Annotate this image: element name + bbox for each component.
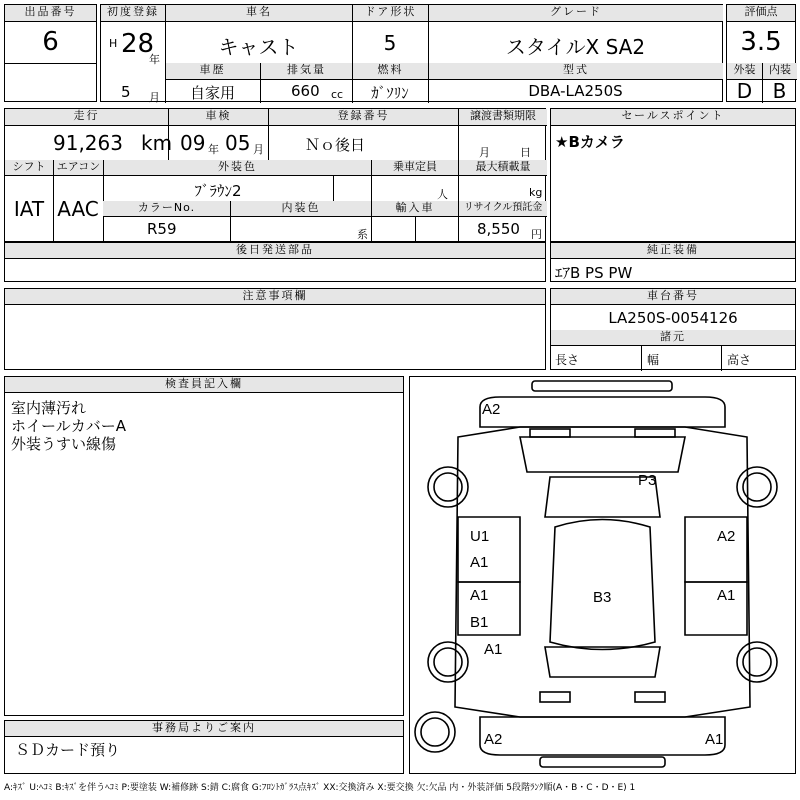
reg-month: 5 bbox=[121, 83, 131, 101]
dmg-hood: P3 bbox=[638, 472, 657, 489]
car-name-label: 車名 bbox=[165, 5, 352, 22]
doors: 5 bbox=[383, 31, 397, 55]
legend: A:ｷｽﾞ U:ﾍｺﾐ B:ｷｽﾞを伴うﾍｺﾐ P:要塗装 W:補修跡 S:錆 C:腐食 G:ﾌﾛﾝﾄｶﾞﾗｽ点ｷｽﾞ XX:交換済み X:要交換 欠:欠品 内・外装評価 5段階ﾗﾝｸ順(A・B・C・D・E) 1 bbox=[4, 783, 636, 793]
dmg-rear-right: A1 bbox=[705, 731, 724, 748]
year-unit: 年 bbox=[149, 53, 160, 66]
insp-month-unit: 月 bbox=[253, 143, 264, 156]
score-label: 評価点 bbox=[727, 5, 795, 22]
notes-label: 注意事項欄 bbox=[5, 289, 545, 305]
office-box bbox=[4, 720, 404, 774]
height-label: 高さ bbox=[727, 353, 752, 367]
history: 自家用 bbox=[189, 84, 235, 102]
genuine-label: 純正装備 bbox=[551, 243, 795, 259]
km-unit: km bbox=[141, 131, 173, 155]
chassis-box bbox=[550, 288, 796, 370]
grade-label: グレード bbox=[428, 5, 723, 22]
month-unit: 月 bbox=[149, 91, 160, 104]
car-diagram bbox=[410, 377, 795, 773]
recycle-label: リサイクル預託金 bbox=[458, 201, 547, 217]
chassis-label: 車台番号 bbox=[551, 289, 795, 305]
dimensions-label: 諸元 bbox=[551, 330, 795, 346]
dmg-left-1: A1 bbox=[470, 587, 489, 604]
inspector-note-2: ホイールカバーA bbox=[11, 417, 126, 435]
car-diagram-box bbox=[409, 376, 796, 774]
dmg-roof: B3 bbox=[593, 589, 612, 606]
detail-box bbox=[4, 108, 546, 242]
inspector-label: 検査員記入欄 bbox=[5, 377, 403, 393]
genuine-box bbox=[550, 242, 796, 282]
import-label: 輸入車 bbox=[371, 201, 458, 217]
shift-label: シフト bbox=[5, 160, 53, 176]
dmg-front-right: A2 bbox=[717, 528, 736, 545]
dmg-front: A2 bbox=[482, 401, 501, 418]
aircon-label: エアコン bbox=[53, 160, 103, 176]
model: DBA-LA250S bbox=[528, 82, 623, 100]
model-label: 型式 bbox=[428, 63, 723, 80]
dmg-rear-left: A2 bbox=[484, 731, 503, 748]
transfer-day-unit: 日 bbox=[520, 146, 531, 159]
inspection-label: 車検 bbox=[168, 109, 268, 126]
fuel: ｶﾞｿﾘﾝ bbox=[371, 84, 409, 102]
dmg-front-left-2: A1 bbox=[470, 554, 489, 571]
kg-unit: kg bbox=[529, 186, 543, 199]
inspector-note-3: 外装うすい線傷 bbox=[11, 435, 117, 453]
displacement-label: 排気量 bbox=[260, 63, 352, 80]
insp-year-unit: 年 bbox=[208, 143, 219, 156]
dmg-left-2: B1 bbox=[470, 614, 489, 631]
shift: IAT bbox=[13, 197, 45, 221]
reg-no: Ｎｏ後日 bbox=[305, 136, 366, 154]
door-label: ドア形状 bbox=[352, 5, 428, 22]
lot-box bbox=[4, 4, 97, 102]
mileage-label: 走行 bbox=[5, 109, 168, 126]
length-label: 長さ bbox=[555, 353, 580, 367]
insp-month: 05 bbox=[225, 131, 251, 155]
selling-label: セールスポイント bbox=[551, 109, 795, 126]
lot-label: 出品番号 bbox=[5, 5, 96, 22]
score: 3.5 bbox=[740, 27, 782, 57]
kei-unit: 系 bbox=[357, 228, 368, 241]
insp-year: 09 bbox=[180, 131, 206, 155]
notes-box bbox=[4, 288, 546, 370]
color-no: R59 bbox=[147, 220, 177, 238]
cc-unit: cc bbox=[331, 88, 344, 101]
lot-number: 6 bbox=[42, 27, 59, 57]
transfer-month-unit: 月 bbox=[479, 146, 490, 159]
inspector-box bbox=[4, 376, 404, 716]
dmg-front-left-1: U1 bbox=[470, 528, 490, 545]
history-label: 車歴 bbox=[165, 63, 260, 80]
dmg-rear-left-wheel: A1 bbox=[484, 641, 503, 658]
selling-box bbox=[550, 108, 796, 242]
year-h: H bbox=[109, 37, 118, 50]
yen-unit: 円 bbox=[531, 228, 542, 241]
score-box bbox=[726, 4, 796, 102]
int-color-label: 内装色 bbox=[230, 201, 371, 217]
capacity-label: 乗車定員 bbox=[371, 160, 458, 176]
person-unit: 人 bbox=[437, 188, 448, 201]
first-reg-label: 初度登録 bbox=[101, 5, 165, 22]
main-info-box bbox=[100, 4, 723, 102]
grade: スタイルX SA2 bbox=[505, 35, 646, 59]
max-load-label: 最大積載量 bbox=[458, 160, 547, 176]
office-label: 事務局よりご案内 bbox=[5, 721, 403, 737]
exterior-score: D bbox=[736, 79, 753, 103]
later-parts-box bbox=[4, 242, 546, 282]
car-name: キャスト bbox=[218, 35, 299, 59]
mileage: 91,263 bbox=[53, 131, 123, 155]
fuel-label: 燃料 bbox=[352, 63, 428, 80]
aircon: AAC bbox=[57, 197, 99, 221]
width-label: 幅 bbox=[647, 353, 660, 367]
reg-no-label: 登録番号 bbox=[268, 109, 458, 126]
displacement: 660 bbox=[291, 82, 320, 100]
inspector-note-1: 室内薄汚れ bbox=[11, 399, 87, 417]
exterior-label: 外装 bbox=[727, 63, 762, 80]
reg-year: 28 bbox=[121, 29, 155, 59]
interior-score: B bbox=[772, 79, 787, 103]
transfer-label: 譲渡書類期限 bbox=[458, 109, 547, 126]
dmg-right: A1 bbox=[717, 587, 736, 604]
ext-color: ﾌﾞﾗｳﾝ2 bbox=[194, 182, 242, 200]
chassis-no: LA250S-0054126 bbox=[608, 309, 738, 327]
interior-label: 内装 bbox=[762, 63, 797, 80]
genuine-equip: ｴｱB PS PW bbox=[555, 264, 633, 282]
ext-color-label: 外装色 bbox=[103, 160, 371, 176]
selling-point: ★Bカメラ bbox=[555, 133, 625, 151]
later-parts-label: 後日発送部品 bbox=[5, 243, 545, 259]
recycle: 8,550 bbox=[477, 220, 520, 238]
office-note: ＳＤカード預り bbox=[15, 741, 121, 759]
color-no-label: カラーNo. bbox=[103, 201, 230, 217]
